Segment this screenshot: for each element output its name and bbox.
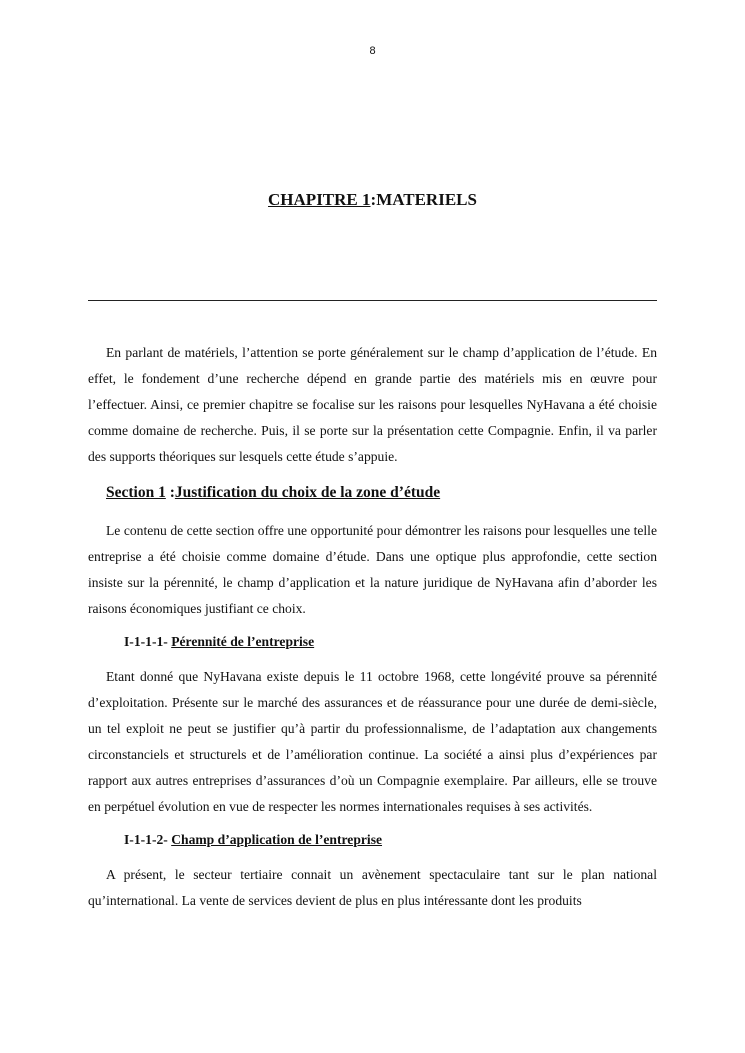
section-separator: : — [165, 484, 175, 501]
page-number: 8 — [369, 45, 376, 57]
section-title: Justification du choix de la zone d’étude — [174, 484, 441, 501]
subsection-title-2: Champ d’application de l’entreprise — [171, 832, 383, 847]
section-heading — [106, 484, 657, 502]
subsection-paragraph-2: A présent, le secteur tertiaire connait un avènement spectaculaire tant sur le plan national qu’international. La vente de services devient de plus en plus intéressante dont les produits — [88, 867, 657, 908]
subsection-paragraph-1: Etant donné que NyHavana existe depuis le 11 octobre 1968, cette longévité prouve sa pérennité d’exploitation. Présente sur le marché des assurances et de réassurance pour une durée de demi-siècle, un tel exploit ne peut se justifier qu’à partir du professionnalisme, de l’adaptation aux changements circonstanciels et structurels et de l’amélioration continue. La société a ainsi plus d’expériences par rapport aux autres entreprises d’assurances d’où un Compagnie exemplaire. Par ailleurs, elle se trouve en perpétuel évolution en vue de respecter les normes internationales requises à ses activités. — [88, 669, 657, 814]
subsection-heading-1 — [124, 634, 657, 650]
subsection-number-1: I-1-1-1- — [124, 634, 172, 649]
chapter-name: MATERIELS — [376, 190, 477, 209]
subsection-heading-2 — [124, 832, 657, 848]
chapter-label: CHAPITRE 1 — [268, 190, 371, 209]
chapter-title — [0, 190, 745, 210]
document-body — [88, 340, 657, 914]
section-label: Section 1 — [106, 484, 166, 501]
intro-paragraph: En parlant de matériels, l’attention se porte généralement sur le champ d’application de l’étude. En effet, le fondement d’une recherche dépend en grande partie des matériels mis en œuvre pour l’effectuer. Ainsi, ce premier chapitre se focalise sur les raisons pour lesquelles NyHavana a été choisie comme domaine de recherche. Puis, il se porte sur la présentation cette Compagnie. Enfin, il va parler des supports théoriques sur lesquels cette étude s’appuie. — [88, 345, 657, 464]
section-paragraph: Le contenu de cette section offre une opportunité pour démontrer les raisons pour lesquelles une telle entreprise a été choisie comme domaine d’étude. Dans une optique plus approfondie, cette section insiste sur la pérennité, le champ d’application et la nature juridique de NyHavana afin d’aborder les raisons économiques justifiant ce choix. — [88, 523, 657, 616]
chapter-separator: : — [370, 190, 377, 209]
subsection-number-2: I-1-1-2- — [124, 832, 172, 847]
subsection-title-1: Pérennité de l’entreprise — [171, 634, 315, 649]
horizontal-rule — [88, 300, 657, 301]
